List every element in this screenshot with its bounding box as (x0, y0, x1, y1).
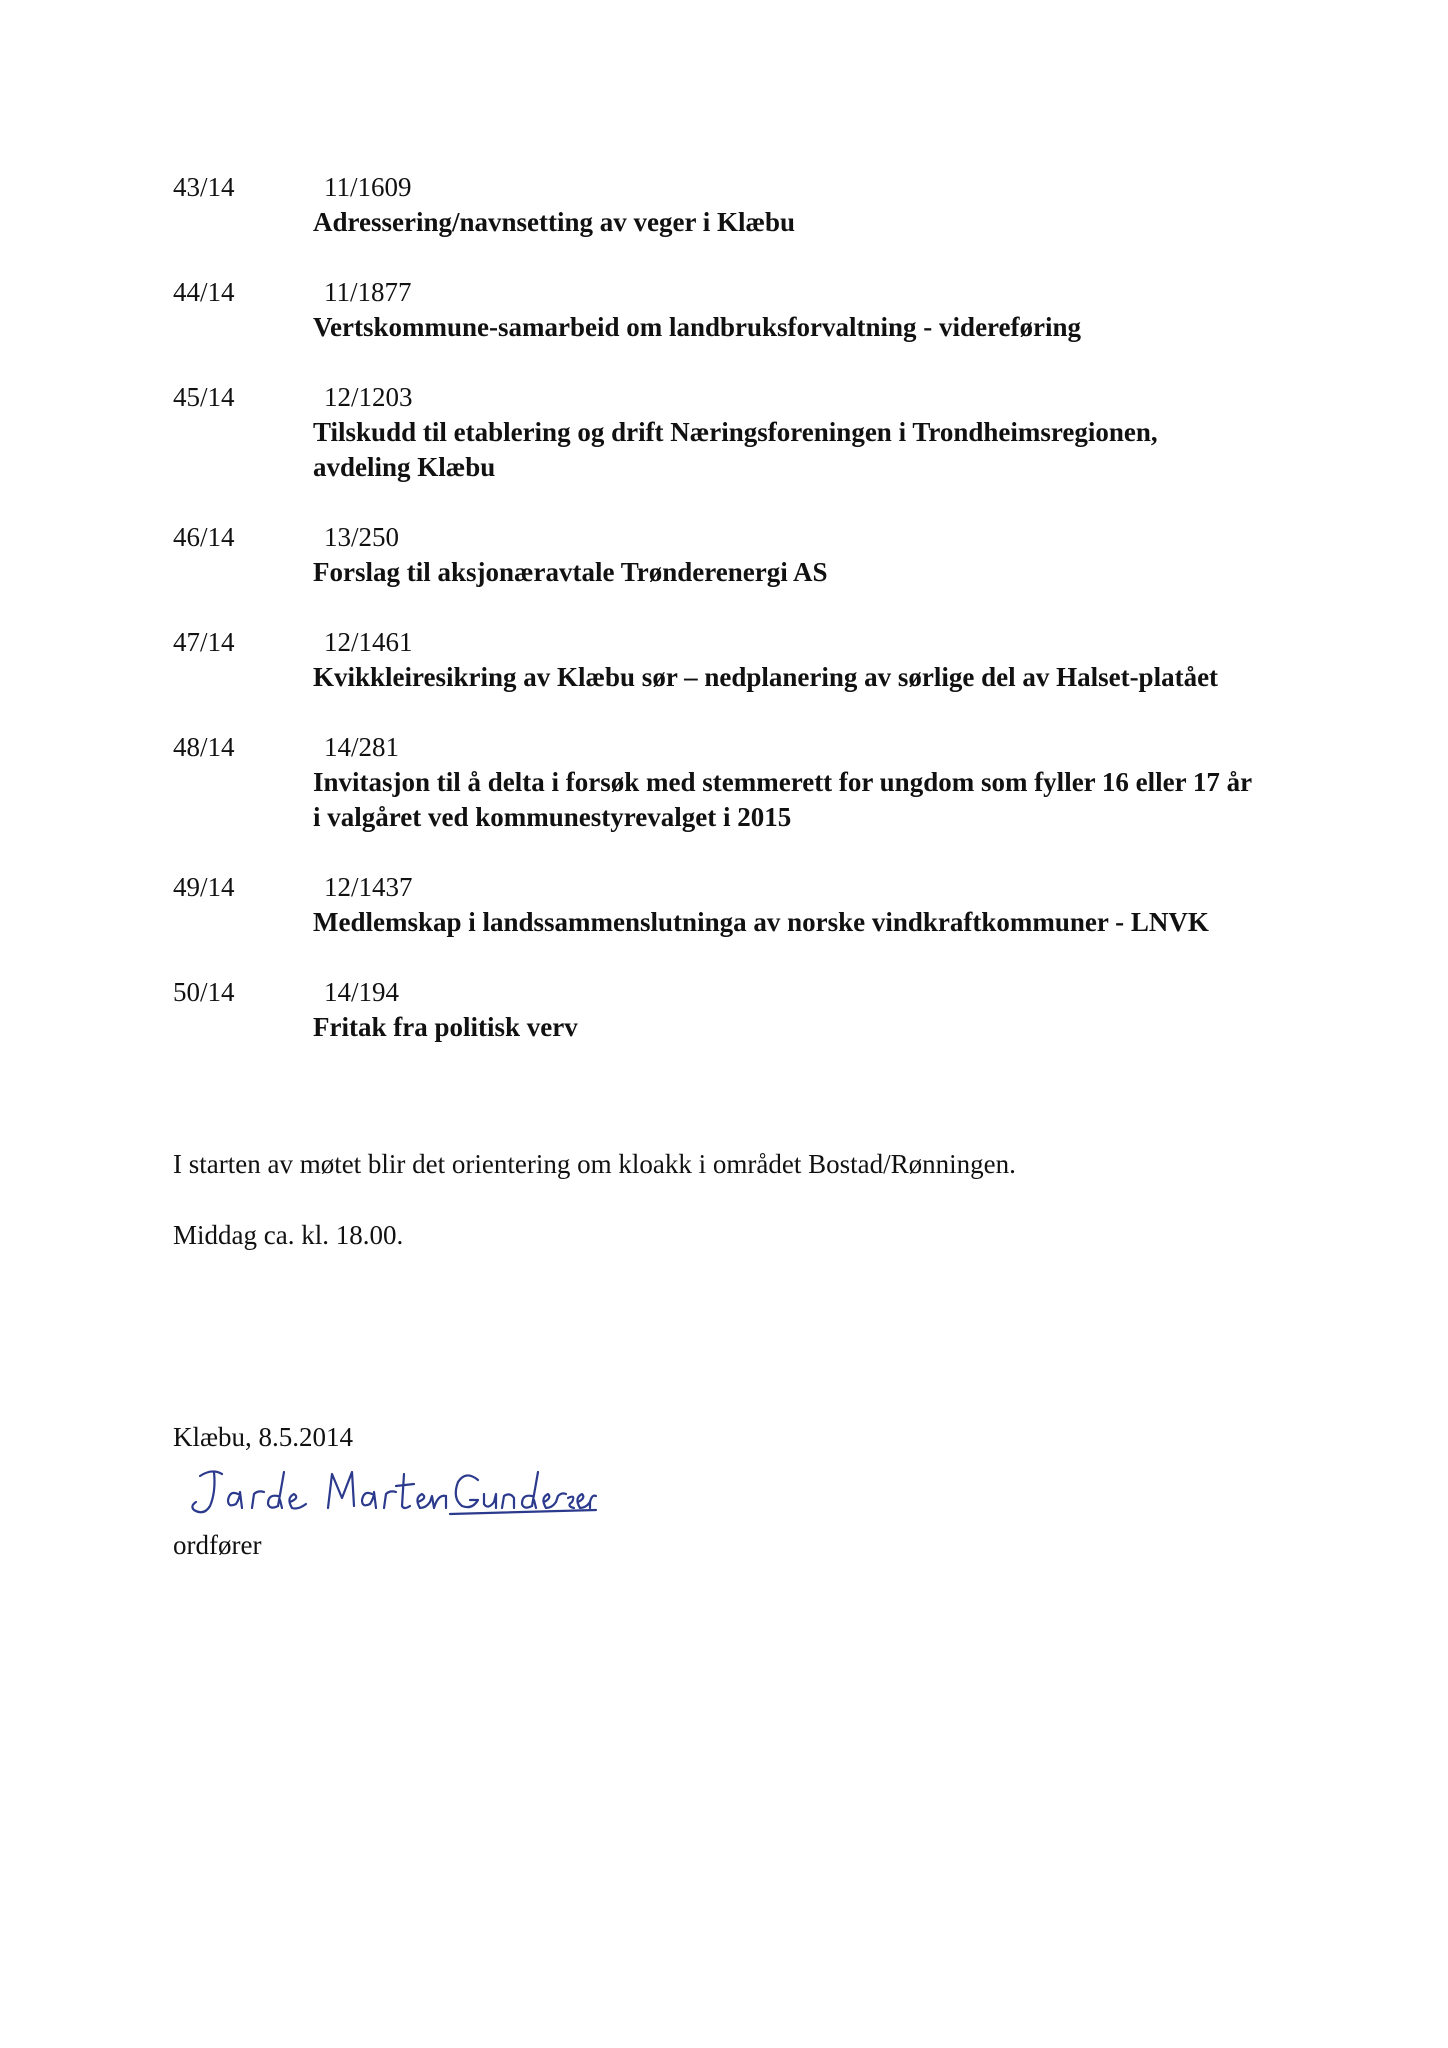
item-title: Medlemskap i landssammenslutninga av norske vindkraftkommuner - LNVK (313, 907, 1209, 937)
agenda-item (173, 870, 1293, 940)
item-body (313, 975, 1253, 1045)
item-title: Forslag til aksjonæravtale Trønderenergi AS (313, 557, 828, 587)
case-number: 11/1877 (324, 277, 412, 307)
agenda-item (173, 275, 1293, 345)
dinner-note: Middag ca. kl. 18.00. (173, 1220, 404, 1250)
item-body (313, 520, 1253, 590)
agenda-list (173, 170, 1293, 1080)
item-body (313, 870, 1253, 940)
item-body (313, 275, 1253, 345)
case-number: 14/281 (324, 732, 400, 762)
item-body (313, 730, 1253, 835)
case-number: 11/1609 (324, 172, 412, 202)
case-number: 13/250 (324, 522, 400, 552)
orientation-note: I starten av møtet blir det orientering om kloakk i området Bostad/Rønningen. (173, 1149, 1016, 1179)
agenda-item (173, 380, 1293, 485)
item-title: Kvikkleiresikring av Klæbu sør – nedplanering av sørlige del av Halset-platået (313, 662, 1219, 692)
item-title: Tilskudd til etablering og drift Næringsforeningen i Trondheimsregionen, avdeling Klæbu (313, 417, 1158, 482)
item-number: 44/14 (173, 277, 235, 307)
item-number: 45/14 (173, 382, 235, 412)
item-title: Vertskommune-samarbeid om landbruksforvaltning - videreføring (313, 312, 1082, 342)
item-title: Fritak fra politisk verv (313, 1012, 578, 1042)
agenda-item (173, 625, 1293, 695)
item-number: 47/14 (173, 627, 235, 657)
item-body (313, 625, 1253, 695)
signer-role: ordfører (173, 1530, 262, 1560)
agenda-item (173, 170, 1293, 240)
place-date: Klæbu, 8.5.2014 (173, 1422, 354, 1452)
item-title: Adressering/navnsetting av veger i Klæbu (313, 207, 796, 237)
case-number: 12/1461 (324, 627, 413, 657)
item-number: 48/14 (173, 732, 235, 762)
agenda-item (173, 520, 1293, 590)
item-number: 50/14 (173, 977, 235, 1007)
item-number: 43/14 (173, 172, 235, 202)
case-number: 14/194 (324, 977, 400, 1007)
item-title: Invitasjon til å delta i forsøk med stemmerett for ungdom som fyller 16 eller 17 år i valgåret ved kommunestyrevalget i 2015 (313, 767, 1252, 832)
case-number: 12/1203 (324, 382, 413, 412)
case-number: 12/1437 (324, 872, 413, 902)
item-body (313, 170, 1253, 240)
agenda-item (173, 730, 1293, 835)
item-number: 46/14 (173, 522, 235, 552)
item-body (313, 380, 1253, 485)
item-number: 49/14 (173, 872, 235, 902)
agenda-item (173, 975, 1293, 1045)
handwritten-signature (160, 1458, 600, 1528)
